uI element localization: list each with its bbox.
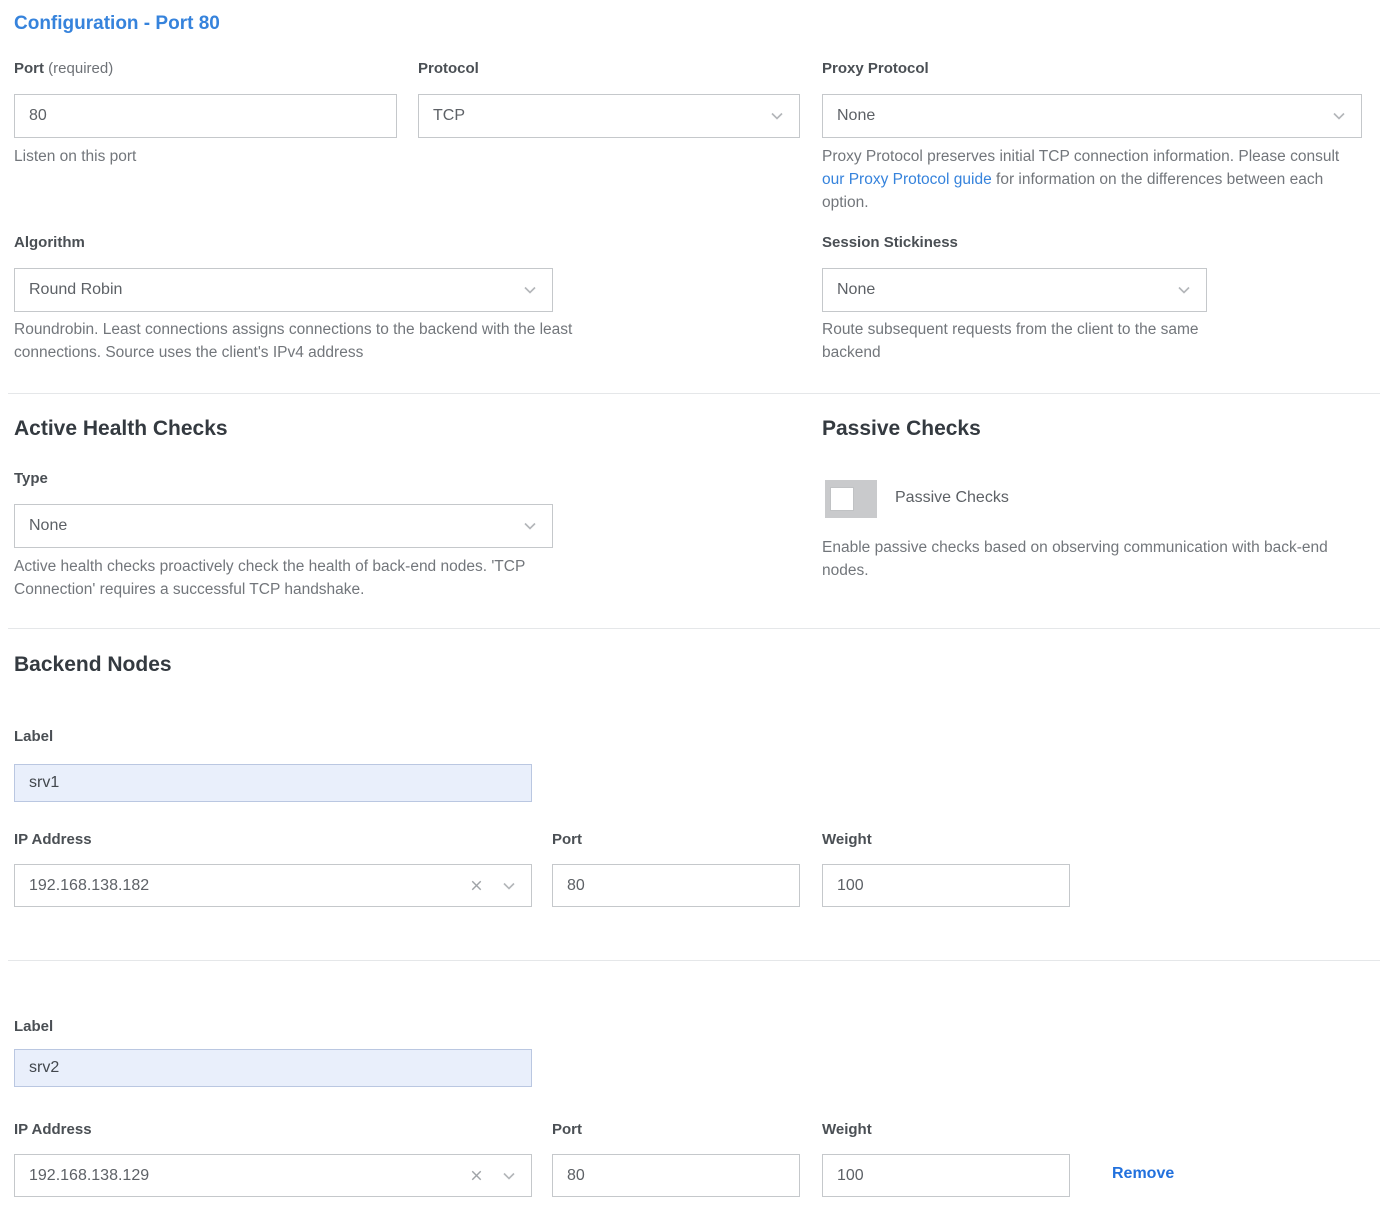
section-divider — [8, 628, 1380, 629]
node-divider — [8, 960, 1380, 961]
proxy-protocol-guide-link[interactable]: our Proxy Protocol guide — [822, 171, 992, 188]
proxy-protocol-help-text — [822, 145, 1363, 214]
passive-checks-heading: Passive Checks — [822, 417, 981, 440]
node2-ip-value: 192.168.138.129 — [29, 1166, 150, 1184]
node1-ip-combobox[interactable] — [14, 864, 532, 907]
node1-port-input[interactable] — [552, 864, 800, 907]
node2-ip-label: IP Address — [14, 1121, 92, 1138]
proxy-protocol-select[interactable] — [822, 94, 1362, 138]
algorithm-select[interactable] — [14, 268, 553, 312]
node1-ip-value: 192.168.138.182 — [29, 876, 150, 894]
node2-weight-label: Weight — [822, 1121, 872, 1138]
passive-checks-toggle[interactable] — [825, 480, 877, 518]
proxy-protocol-label: Proxy Protocol — [822, 60, 929, 77]
node2-weight-input[interactable] — [822, 1154, 1070, 1197]
node2-port-input[interactable] — [552, 1154, 800, 1197]
session-stickiness-label: Session Stickiness — [822, 234, 958, 251]
active-health-checks-help-text: Active health checks proactively check the health of back-end nodes. 'TCP Connection' requires a successful TCP handshake. — [14, 558, 526, 598]
session-stickiness-select[interactable] — [822, 268, 1207, 312]
node1-weight-label: Weight — [822, 831, 872, 848]
node2-label-field-label: Label — [14, 1018, 54, 1035]
health-check-type-select[interactable] — [14, 504, 553, 548]
health-check-type-label: Type — [14, 470, 48, 487]
port-input[interactable] — [14, 94, 397, 138]
node1-ip-label: IP Address — [14, 831, 92, 848]
backend-nodes-heading: Backend Nodes — [14, 653, 172, 676]
port-required-note: (required) — [48, 60, 114, 77]
passive-checks-help-text: Enable passive checks based on observing communication with back-end nodes. — [822, 539, 1328, 579]
port-label: Port (required) — [14, 60, 114, 77]
node2-port-label: Port — [552, 1121, 582, 1138]
node2-ip-combobox[interactable] — [14, 1154, 532, 1197]
protocol-label: Protocol — [418, 60, 479, 77]
algorithm-help-text: Roundrobin. Least connections assigns connections to the backend with the least connections. Source uses the client's IPv4 address — [14, 321, 573, 361]
chevron-down-icon[interactable] — [520, 516, 540, 536]
port-help-text: Listen on this port — [14, 148, 137, 165]
node2-label-input[interactable] — [14, 1049, 532, 1087]
node1-label-input[interactable] — [14, 764, 532, 802]
node2-remove-button[interactable]: Remove — [1112, 1165, 1175, 1182]
protocol-select[interactable] — [418, 94, 800, 138]
passive-checks-toggle-label: Passive Checks — [895, 489, 1009, 506]
chevron-down-icon[interactable] — [767, 106, 787, 126]
proxy-protocol-select-value: None — [837, 107, 876, 124]
clear-icon[interactable] — [468, 877, 485, 894]
proxy-help-after: for information on the differences between each option. — [822, 171, 1324, 211]
chevron-down-icon[interactable] — [520, 280, 540, 300]
chevron-down-icon[interactable] — [1329, 106, 1349, 126]
proxy-help-before: Proxy Protocol preserves initial TCP connection information. Please consult — [822, 148, 1340, 165]
active-health-checks-heading: Active Health Checks — [14, 417, 228, 440]
chevron-down-icon[interactable] — [1174, 280, 1194, 300]
health-check-type-select-value: None — [29, 517, 68, 534]
session-stickiness-select-value: None — [837, 281, 876, 298]
algorithm-label: Algorithm — [14, 234, 85, 251]
node1-weight-input[interactable] — [822, 864, 1070, 907]
chevron-down-icon[interactable] — [499, 1166, 519, 1186]
algorithm-select-value: Round Robin — [29, 281, 123, 298]
clear-icon[interactable] — [468, 1167, 485, 1184]
session-stickiness-help-text: Route subsequent requests from the client to the same backend — [822, 321, 1199, 361]
chevron-down-icon[interactable] — [499, 876, 519, 896]
toggle-knob — [830, 487, 854, 511]
config-panel-title[interactable]: Configuration - Port 80 — [14, 13, 220, 34]
node1-label-field-label: Label — [14, 728, 54, 745]
section-divider — [8, 393, 1380, 394]
node1-port-label: Port — [552, 831, 582, 848]
protocol-select-value: TCP — [433, 107, 465, 124]
